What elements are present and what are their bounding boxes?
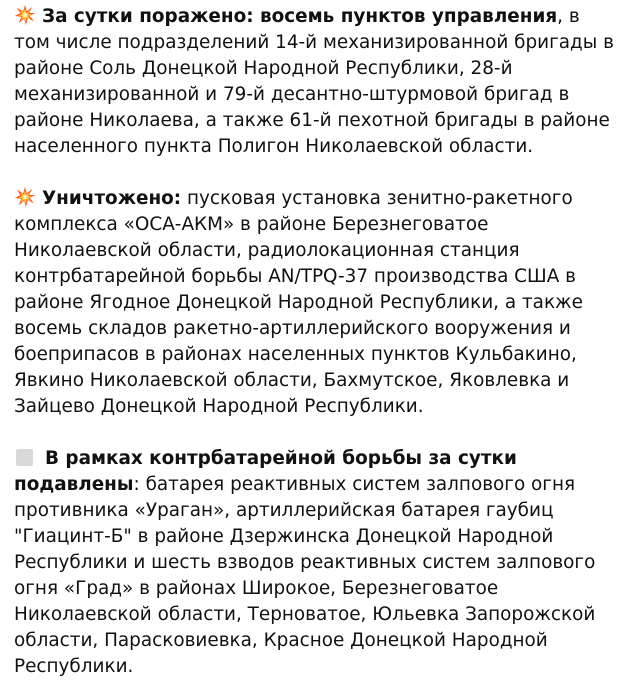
paragraph-lead: В рамках контрбатарейной борьбы за сутки подавлены (14, 448, 517, 495)
paragraph-text: , в том числе подразделений 14-й механизированной бригады в районе Соль Донецкой Народной Республики, 28-й механизированной и 79-й десантно-штурмовой бригад в районе Николаева, а также 61-й пехотной бригады в районе населенного пункта Полигон Николаевской области. (14, 6, 614, 157)
paragraph-text: пусковая установка зенитно-ракетного комплекса «ОСА-АКМ» в районе Березнеговатое Николаевской области, радиолокационная станция контрбатарейной борьбы AN/TPQ-37 производства США в районе Ягодное Донецкой Народной Республики, а также восемь складов ракетно-артиллерийского вооружения и боеприпасов в районах населенных пунктов Кульбакино, Явкино Николаевской области, Бахмутское, Яковлевка и Зайцево Донецкой Народной Республики. (14, 188, 583, 417)
paragraph-struck (14, 4, 614, 160)
paragraph-text: : батарея реактивных систем залпового огня противника «Ураган», артиллерийская батарея гаубиц "Гиацинт-Б" в районе Дзержинска Донецкой Народной Республики и шесть взводов реактивных систем залпового огня «Град» в районах Широкое, Березнеговатое Николаевской области, Терноватое, Юльевка Запорожской области, Парасковиевка, Красное Донецкой Народной Республики. (14, 474, 596, 677)
paragraph-destroyed (14, 186, 614, 420)
paragraph-counter-battery (14, 446, 614, 680)
collision-icon (14, 186, 36, 208)
paragraph-lead: Уничтожено: (42, 188, 182, 209)
paragraph-lead: За сутки поражено: восемь пунктов управления (42, 6, 558, 27)
message-body (14, 4, 614, 680)
gray-square-icon (16, 449, 33, 466)
collision-icon (14, 4, 36, 26)
